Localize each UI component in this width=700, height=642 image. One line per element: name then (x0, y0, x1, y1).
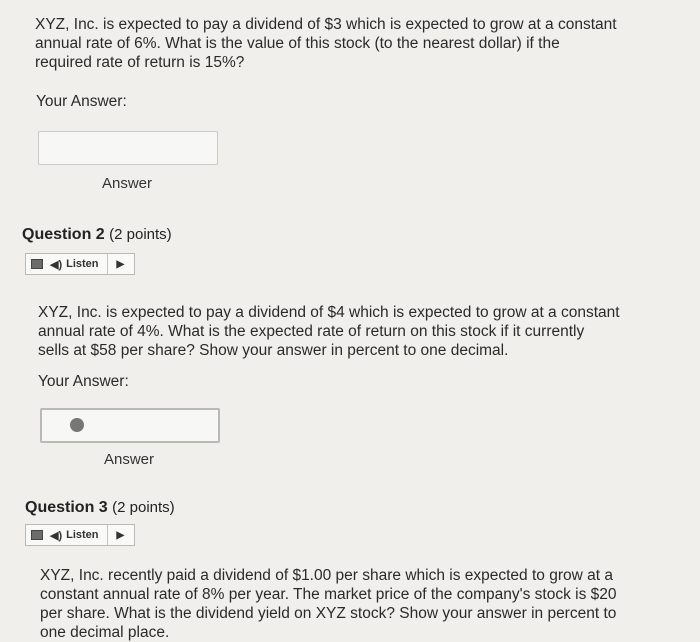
question-3-line-4: one decimal place. (40, 624, 170, 641)
speaker-icon: ◀) (50, 258, 63, 271)
question-1-line-1: XYZ, Inc. is expected to pay a dividend of $3 which is expected to grow at a constant (35, 16, 617, 33)
question-2-heading (22, 226, 172, 244)
question-1-line-3: required rate of return is 15%? (35, 54, 245, 71)
question-2-your-answer-label: Your Answer: (38, 373, 129, 390)
speaker-icon: ◀) (50, 529, 63, 542)
divider (107, 525, 108, 545)
menu-icon[interactable] (31, 259, 43, 269)
divider (107, 254, 108, 274)
question-2-answer-input[interactable] (40, 408, 220, 443)
listen-label: Listen (66, 258, 99, 270)
question-1-answer-input[interactable] (38, 131, 218, 165)
question-3-text (40, 566, 680, 642)
question-2-listen-widget[interactable] (25, 253, 135, 275)
question-1-answer-caption: Answer (102, 175, 153, 192)
question-3-line-2: constant annual rate of 8% per year. The market price of the company's stock is $20 (40, 586, 617, 603)
question-2-answer-caption: Answer (104, 451, 155, 468)
question-2-line-2: annual rate of 4%. What is the expected rate of return on this stock if it currently (38, 323, 585, 340)
cursor-dot-icon (70, 418, 84, 432)
question-1-line-2: annual rate of 6%. What is the value of this stock (to the nearest dollar) if the (35, 35, 560, 52)
question-3-line-3: per share. What is the dividend yield on XYZ stock? Show your answer in percent to (40, 605, 617, 622)
question-3-line-1: XYZ, Inc. recently paid a dividend of $1.00 per share which is expected to grow at a (40, 567, 613, 584)
question-2-text (38, 303, 678, 360)
question-3-listen-widget[interactable] (25, 524, 135, 546)
question-3-heading (25, 499, 175, 517)
question-2-title: Question 2 (22, 226, 105, 243)
question-3-points: (2 points) (112, 499, 175, 516)
question-3-title: Question 3 (25, 499, 108, 516)
menu-icon[interactable] (31, 530, 43, 540)
question-2-line-3: sells at $58 per share? Show your answer in percent to one decimal. (38, 342, 509, 359)
listen-label: Listen (66, 529, 99, 541)
question-2-line-1: XYZ, Inc. is expected to pay a dividend of $4 which is expected to grow at a constant (38, 304, 620, 321)
question-1-your-answer-label: Your Answer: (36, 93, 127, 110)
question-2-points: (2 points) (109, 226, 172, 243)
play-icon[interactable]: ▶ (116, 258, 125, 270)
question-1-text (35, 15, 675, 72)
play-icon[interactable]: ▶ (116, 529, 125, 541)
